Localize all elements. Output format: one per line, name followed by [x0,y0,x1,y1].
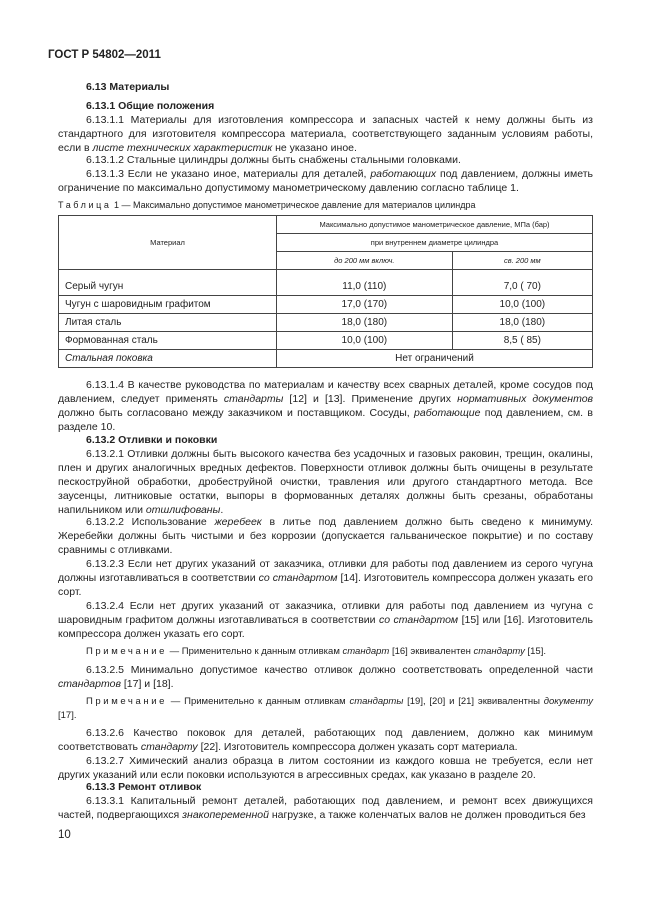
paragraph: 6.13.2.3 Если нет других указаний от заказчика, отливки для работы под давлением из серого чугуна должны изготавливаться в соответствии со стандартом [14]. Изготовитель компрессора должен указать его сорт. [58,558,593,598]
paragraph: 6.13.2.1 Отливки должны быть высокого качества без усадочных и газовых раковин, трещин, окалины, плен и других аналогичных вредных дефектов. Поверхности отливок должны быть очищены в результате пескоструйной обработки, дробеструйной очистки, травления или другого стандартного метода. Все заусенцы, литниковые остатки, выпоры в формованных деталях должны быть срезаны, обработаны напильником или отшлифованы. [58,448,593,516]
table-row: Литая сталь 18,0 (180) 18,0 (180) [59,314,593,332]
table-row: Чугун с шаровидным графитом 17,0 (170) 10,0 (100) [59,296,593,314]
note: Примечание — Применительно к данным отливкам стандарт [16] эквивалентен стандарту [15]. [86,646,546,657]
document-header: ГОСТ Р 54802—2011 [48,49,161,61]
paragraph: 6.13.2.2 Использование жеребеек в литье под давлением должно быть сведено к минимуму. Жеребейки должны быть чистыми и без коррозии (допускается гальваническое покрытие) и по составу сравнимы с отливками. [58,516,593,556]
paragraph: 6.13.1.2 Стальные цилиндры должны быть снабжены стальными головками. [86,154,461,166]
subsection-heading: 6.13.2 Отливки и поковки [86,434,218,446]
table-row: Серый чугун 11,0 (110) 7,0 ( 70) [59,270,593,296]
table-row: Стальная поковка Нет ограничений [59,350,593,368]
table-header-pressure: Максимально допустимое манометрическое давление, МПа (бар) [277,216,593,234]
paragraph: 6.13.3.1 Капитальный ремонт деталей, работающих под давлением, и ремонт всех движущихся частей, подвергающихся знакопеременной нагрузке, а также коленчатых валов не должен проводиться без [58,795,593,821]
paragraph: 6.13.2.7 Химический анализ образца в литом состоянии из каждого ковша не требуется, если нет других указаний или если поковки используются в агрессивных средах, как указано в разделе 20. [58,755,593,781]
paragraph: 6.13.2.6 Качество поковок для деталей, работающих под давлением, должно как минимум соответствовать стандарту [22]. Изготовитель компрессора должен указать сорт материала. [58,727,593,753]
paragraph: 6.13.1.1 Материалы для изготовления компрессора и запасных частей к нему должны быть из стандартного для изготовителя компрессора материала, соответствующего заданным условиям работы, если в листе технических характеристик не указано иное. [58,114,593,154]
table-header-material: Материал [59,216,277,270]
page-number: 10 [58,829,71,841]
subsection-heading: 6.13.1 Общие положения [86,100,215,112]
note: Примечание — Применительно к данным отливкам стандарты [19], [20] и [21] эквивалентны документу [17]. [58,696,593,721]
paragraph: 6.13.1.3 Если не указано иное, материалы для деталей, работающих под давлением, должны иметь ограничение по максимально допустимому манометрическому давлению согласно таблице 1. [58,168,593,194]
table-caption: Таблица 1 — Максимально допустимое манометрическое давление для материалов цилиндра [58,200,476,210]
paragraph: 6.13.2.5 Минимально допустимое качество отливок должно соответствовать определенной части стандартов [17] и [18]. [58,664,593,690]
table-header-internal-diameter: при внутреннем диаметре цилиндра [277,234,593,252]
table-row: Формованная сталь 10,0 (100) 8,5 ( 85) [59,332,593,350]
table-header-up-to-200: до 200 мм включ. [277,252,453,270]
subsection-heading: 6.13.3 Ремонт отливок [86,781,202,793]
materials-table [58,215,593,368]
paragraph: 6.13.2.4 Если нет других указаний от заказчика, отливки для работы под давлением из чугуна с шаровидным графитом должны изготавливаться в соответствии со стандартом [15] или [16]. Изготовитель компрессора должен указать его сорт. [58,600,594,640]
section-heading: 6.13 Материалы [86,81,170,93]
paragraph: 6.13.1.4 В качестве руководства по материалам и качеству всех сварных деталей, кроме сосудов под давлением, следует применять стандарты [12] и [13]. Применение других нормативных документов должно быть согласовано между заказчиком и поставщиком. Сосуды, работающие под давлением, см. в разделе 10. [58,379,594,433]
table-header-over-200: св. 200 мм [452,252,592,270]
